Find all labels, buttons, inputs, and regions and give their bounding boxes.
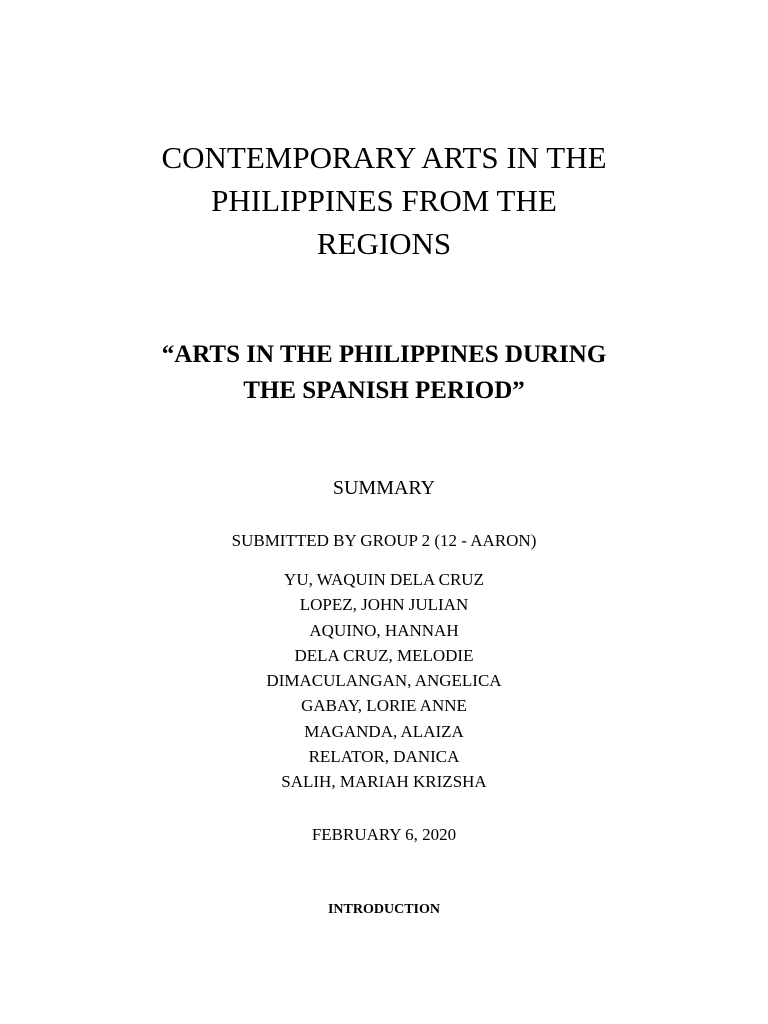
- course-title: [0, 136, 768, 265]
- topic-title: [0, 337, 768, 409]
- member-name: DELA CRUZ, MELODIE: [294, 645, 474, 665]
- member-name: YU, WAQUIN DELA CRUZ: [284, 570, 484, 589]
- member-name: SALIH, MARIAH KRIZSHA: [281, 772, 487, 792]
- section-heading-introduction: INTRODUCTION: [327, 902, 440, 917]
- member-name: GABAY, LORIE ANNE: [301, 696, 467, 716]
- group-members-list: [0, 567, 768, 795]
- topic-title-line: “ARTS IN THE PHILIPPINES DURING: [161, 341, 607, 368]
- topic-title-line: THE SPANISH PERIOD”: [243, 377, 525, 404]
- course-title-line: REGIONS: [316, 226, 452, 261]
- course-title-line: CONTEMPORARY ARTS IN THE: [161, 140, 607, 175]
- submitted-by-line: SUBMITTED BY GROUP 2 (12 - AARON): [231, 531, 537, 550]
- member-name: LOPEZ, JOHN JULIAN: [299, 595, 469, 615]
- summary-label: SUMMARY: [332, 477, 436, 499]
- member-name: RELATOR, DANICA: [308, 747, 460, 767]
- submission-date: FEBRUARY 6, 2020: [311, 825, 457, 844]
- course-title-line: PHILIPPINES FROM THE: [211, 183, 557, 218]
- member-name: MAGANDA, ALAIZA: [304, 721, 464, 741]
- member-name: DIMACULANGAN, ANGELICA: [266, 671, 502, 691]
- member-name: AQUINO, HANNAH: [309, 620, 459, 640]
